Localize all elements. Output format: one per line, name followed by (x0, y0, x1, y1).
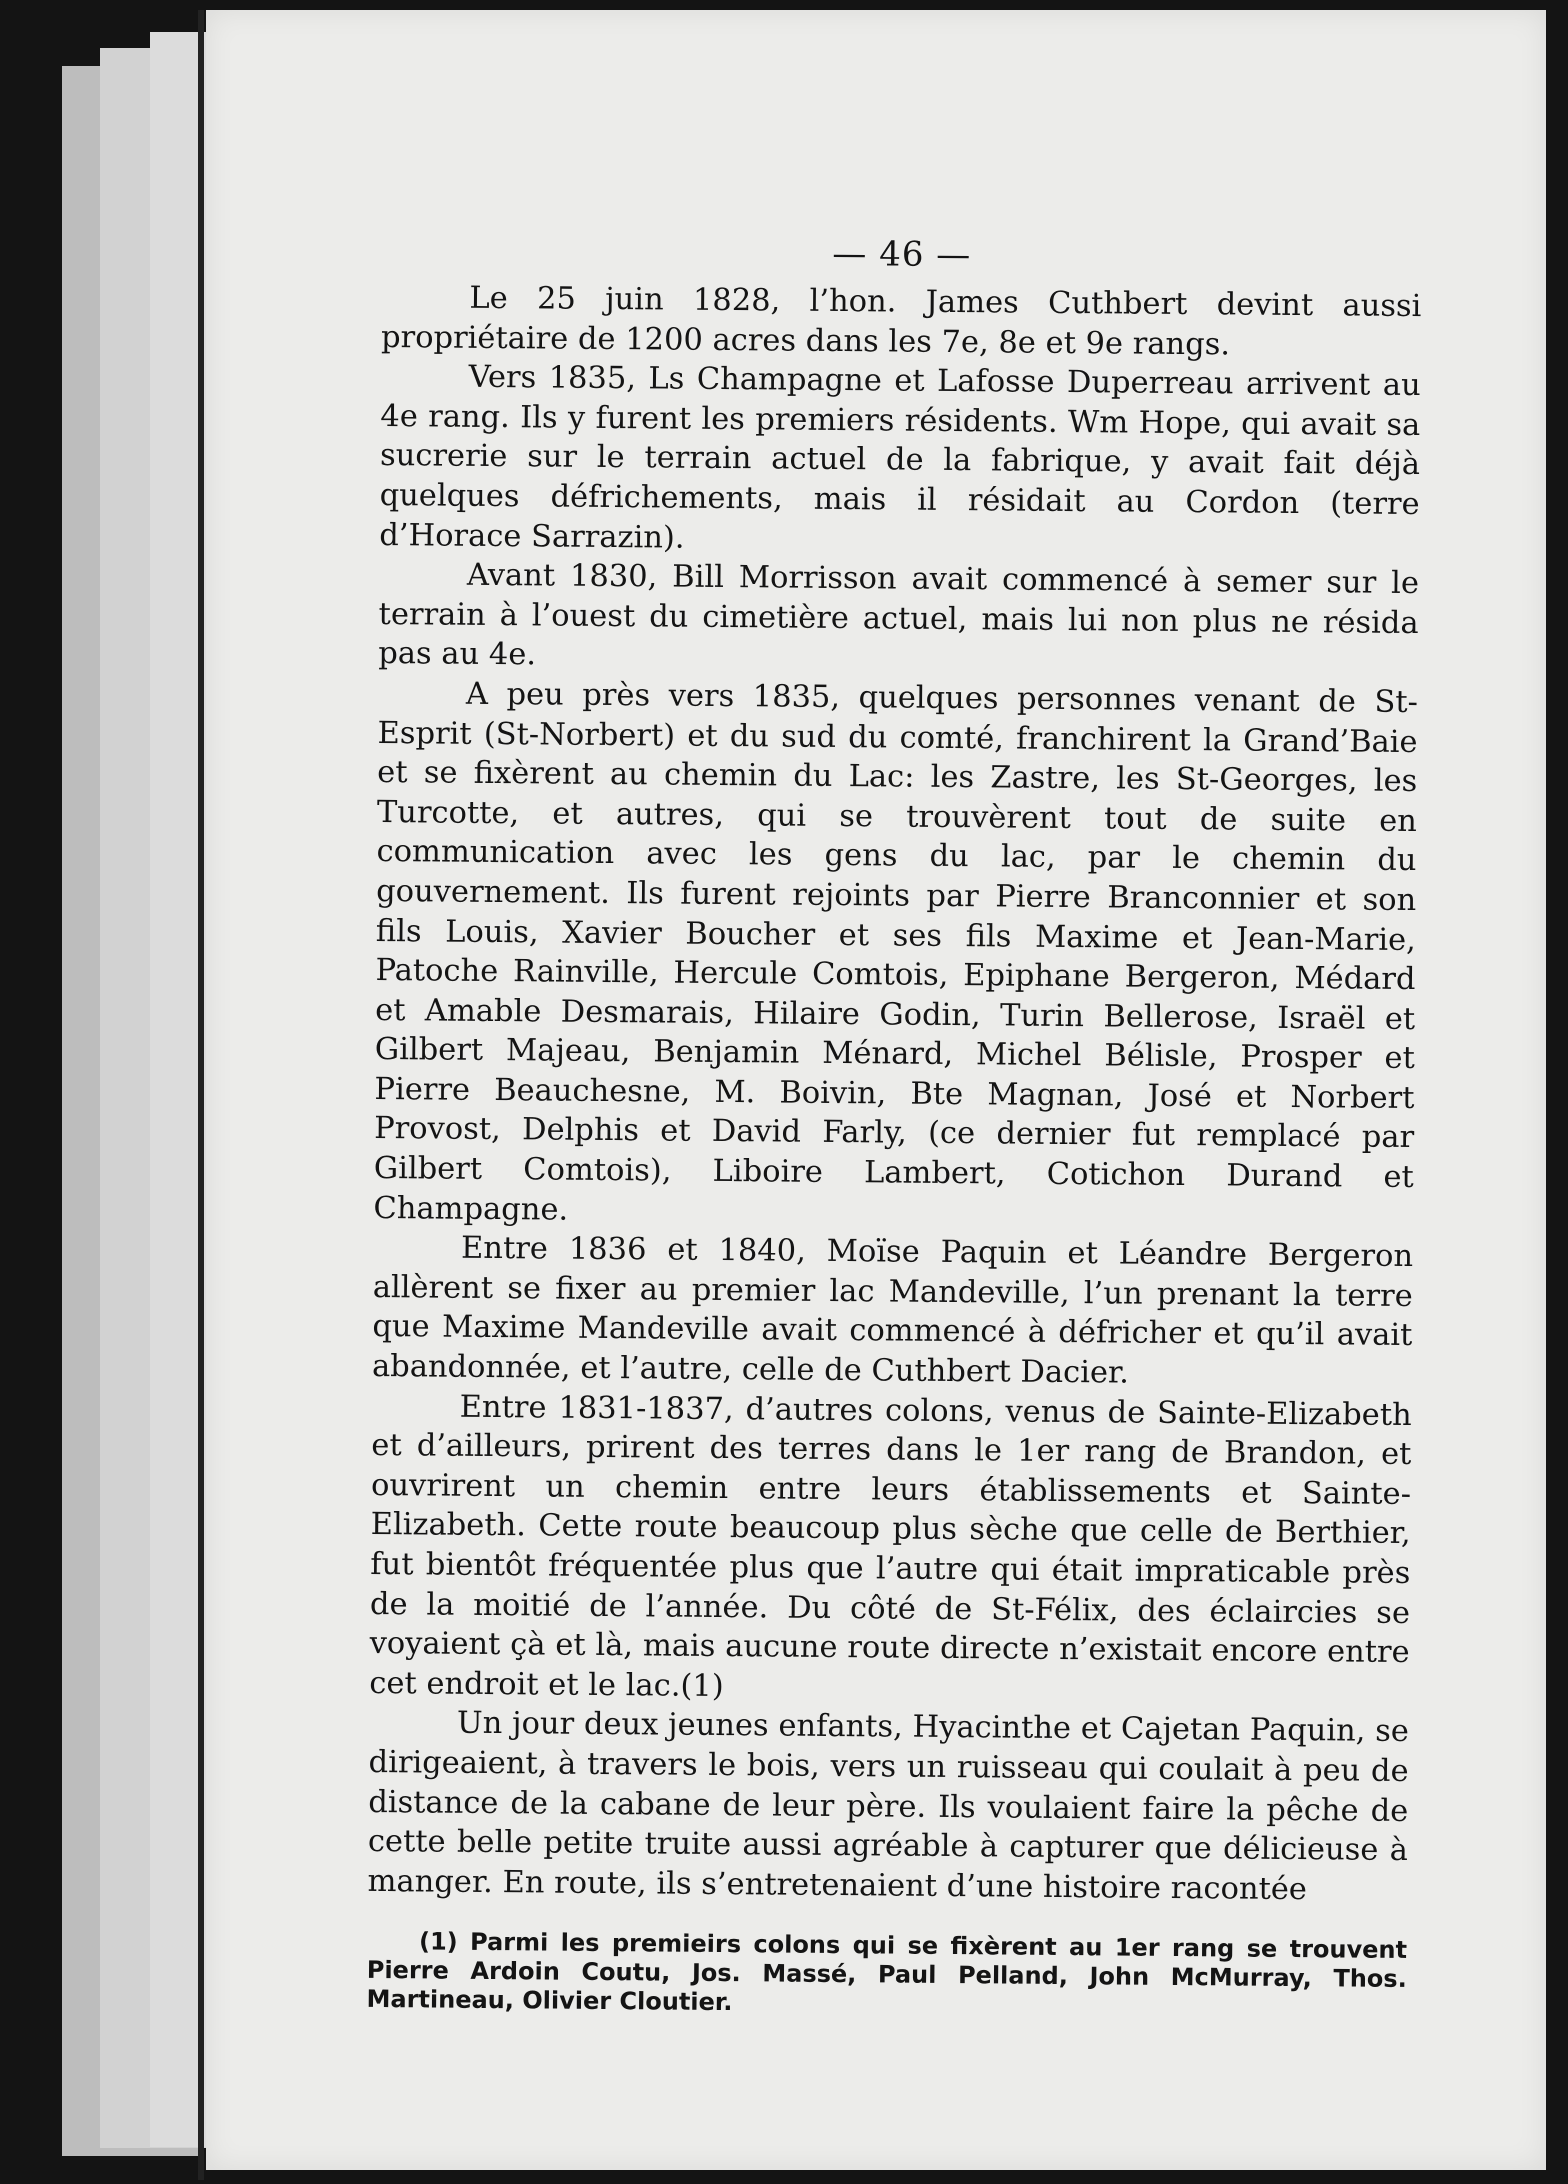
paragraph: Entre 1836 et 1840, Moïse Paquin et Léandre Bergeron allèrent se fixer au premier lac Mandeville, l’un prenant la terre que Maxime Mandeville avait commencé à défricher et qu’il avait abandonnée, et l’autre, celle de Cuthbert Dacier. (371, 1230, 1414, 1391)
paragraph: Avant 1830, Bill Morrisson avait commencé à semer sur le terrain à l’ouest du cimetière actuel, mais lui non plus ne résida pas au 4e. (378, 557, 1420, 673)
footnotes (366, 1927, 1407, 2023)
paragraph: Entre 1831-1837, d’autres colons, venus de Sainte-Elizabeth et d’ailleurs, prirent des terres dans le 1er rang de Brandon, et ouvrirent un chemin entre leurs établissements et Sainte-Elizabeth. Cette route beaucoup plus sèche que celle de Berthier, fut bientôt fréquentée plus que l’autre qui était impraticable près de la moitié de l’année. Du côté de St-Félix, des éclaircies se voyaient çà et là, mais aucune route directe n’existait encore entre cet endroit et le lac.(1) (369, 1389, 1412, 1704)
page-number: — 46 — (832, 233, 972, 276)
book-page (206, 10, 1546, 2170)
page-content (366, 230, 1422, 2023)
paragraph: Un jour deux jeunes enfants, Hyacinthe et Cajetan Paquin, se dirigeaient, à travers le bois, vers un ruisseau qui coulait à peu de distance de la cabane de leur père. Ils voulaient faire la pêche de cette belle petite truite aussi agréable à capturer que délicieuse à manger. En route, ils s’entretenaient d’une histoire racontée (367, 1706, 1410, 1907)
binding-shadow (198, 10, 204, 2180)
paragraph: Le 25 juin 1828, l’hon. James Cuthbert devint aussi propriétaire de 1200 acres dans les 7e, 8e et 9e rangs. (380, 280, 1422, 362)
paragraph: A peu près vers 1835, quelques personnes venant de St-Esprit (St-Norbert) et du sud du comté, franchirent la Grand’Baie et se fixèrent au chemin du Lac: les Zastre, les St-Georges, les Turcotte, et autres, qui se trouvèrent tout de suite en communication avec les gens du lac, par le chemin du gouvernement. Ils furent rejoints par Pierre Branconnier et son fils Louis, Xavier Boucher et ses fils Maxime et Jean-Marie, Patoche Rainville, Hercule Comtois, Epiphane Bergeron, Médard et Amable Desmarais, Hilaire Godin, Turin Bellerose, Israël et Gilbert Majeau, Benjamin Ménard, Michel Bélisle, Prosper et Pierre Beauchesne, M. Boivin, Bte Magnan, José et Norbert Provost, Delphis et David Farly, (ce dernier fut remplacé par Gilbert Comtois), Liboire Lambert, Cotichon Durand et Champagne. (373, 676, 1419, 1228)
paragraph: Vers 1835, Ls Champagne et Lafosse Duperreau arrivent au 4e rang. Ils y furent les premiers résidents. Wm Hope, qui avait sa sucrerie sur le terrain actuel de la fabrique, y avait fait déjà quelques défrichements, mais il résidait au Cordon (terre d’Horace Sarrazin). (379, 359, 1421, 556)
footnote: (1) Parmi les premieirs colons qui se fixèrent au 1er rang se trouvent Pierre Ardoin Coutu, Jos. Massé, Paul Pelland, John McMurray, Thos. Martineau, Olivier Cloutier. (366, 1927, 1408, 2017)
